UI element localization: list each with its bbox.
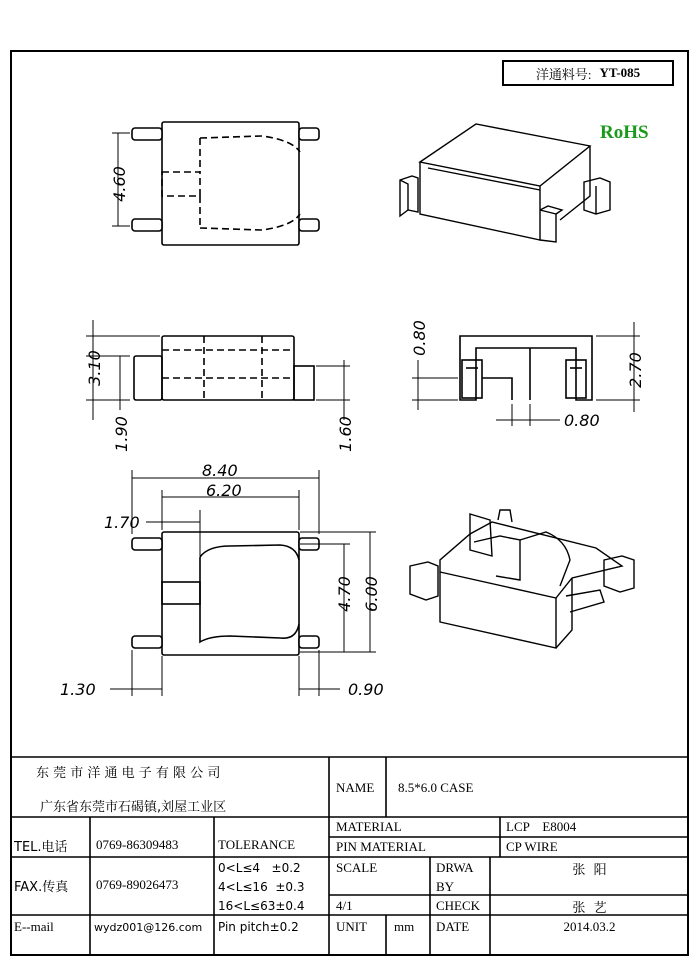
dim-bottom-h-outer: 6.00 [362, 576, 381, 612]
front-view [410, 320, 645, 430]
tolerance-row-1: 0<L≤4 ±0.2 [218, 861, 301, 875]
tolerance-row-2: 4<L≤16 ±0.3 [218, 880, 305, 894]
tolerance-row-3: 16<L≤63±0.4 [218, 899, 305, 913]
dim-bottom-h-inner: 4.70 [335, 576, 354, 612]
dim-side-pin: 1.90 [112, 416, 131, 452]
bottom-view [60, 461, 384, 699]
dim-bottom-inner: 6.20 [206, 481, 242, 500]
check-label: CHECK [436, 898, 481, 913]
rohs-mark: RoHS [600, 122, 649, 143]
company-name: 东 莞 市 洋 通 电 子 有 限 公 司 [36, 765, 221, 781]
side-view [85, 320, 355, 452]
tolerance-label: TOLERANCE [218, 837, 296, 852]
unit-value: mm [394, 919, 415, 934]
part-number-label: 洋通料号: [535, 66, 592, 82]
dim-bottom-width: 8.40 [202, 461, 238, 480]
isometric-top-view [400, 124, 610, 242]
tolerance-row-4: Pin pitch±0.2 [218, 920, 299, 934]
drawn-label-1: DRWA [436, 860, 474, 875]
isometric-bottom-view [410, 510, 634, 648]
name-label: NAME [336, 780, 375, 795]
check-value: 张 艺 [572, 900, 607, 916]
unit-label: UNIT [336, 919, 368, 934]
drawn-value: 张 阳 [572, 862, 607, 878]
company-address: 广东省东莞市石碣镇,刘屋工业区 [40, 799, 227, 815]
material-value: LCP E8004 [506, 819, 577, 834]
tel-label: TEL.电话 [14, 839, 68, 855]
pin-material-label: PIN MATERIAL [336, 839, 426, 854]
dim-bottom-right: 0.90 [348, 680, 384, 699]
drawn-label-2: BY [436, 879, 455, 894]
pin-material-value: CP WIRE [506, 839, 558, 854]
dim-front-height: 2.70 [626, 352, 645, 388]
scale-label: SCALE [336, 860, 378, 875]
scale-value: 4/1 [336, 898, 353, 913]
material-label: MATERIAL [336, 819, 402, 834]
date-value: 2014.03.2 [563, 919, 616, 934]
fax-label: FAX.传真 [14, 879, 69, 895]
dim-bottom-left-pin: 1.70 [104, 513, 140, 532]
email-label: E--mail [14, 919, 54, 934]
dim-front-top: 0.80 [410, 320, 429, 356]
dim-side-right: 1.60 [336, 416, 355, 452]
date-label: DATE [436, 919, 470, 934]
dim-side-total: 3.10 [85, 350, 104, 386]
tel-value: 0769-86309483 [96, 837, 179, 852]
name-value: 8.5*6.0 CASE [398, 780, 474, 795]
dim-top-height: 4.60 [110, 166, 129, 202]
part-number-value: YT-085 [599, 65, 641, 80]
fax-value: 0769-89026473 [96, 877, 179, 892]
top-view [110, 122, 319, 245]
email-value: wydz001@126.com [94, 920, 203, 934]
dim-front-pin: 0.80 [564, 411, 600, 430]
dim-bottom-left: 1.30 [60, 680, 96, 699]
